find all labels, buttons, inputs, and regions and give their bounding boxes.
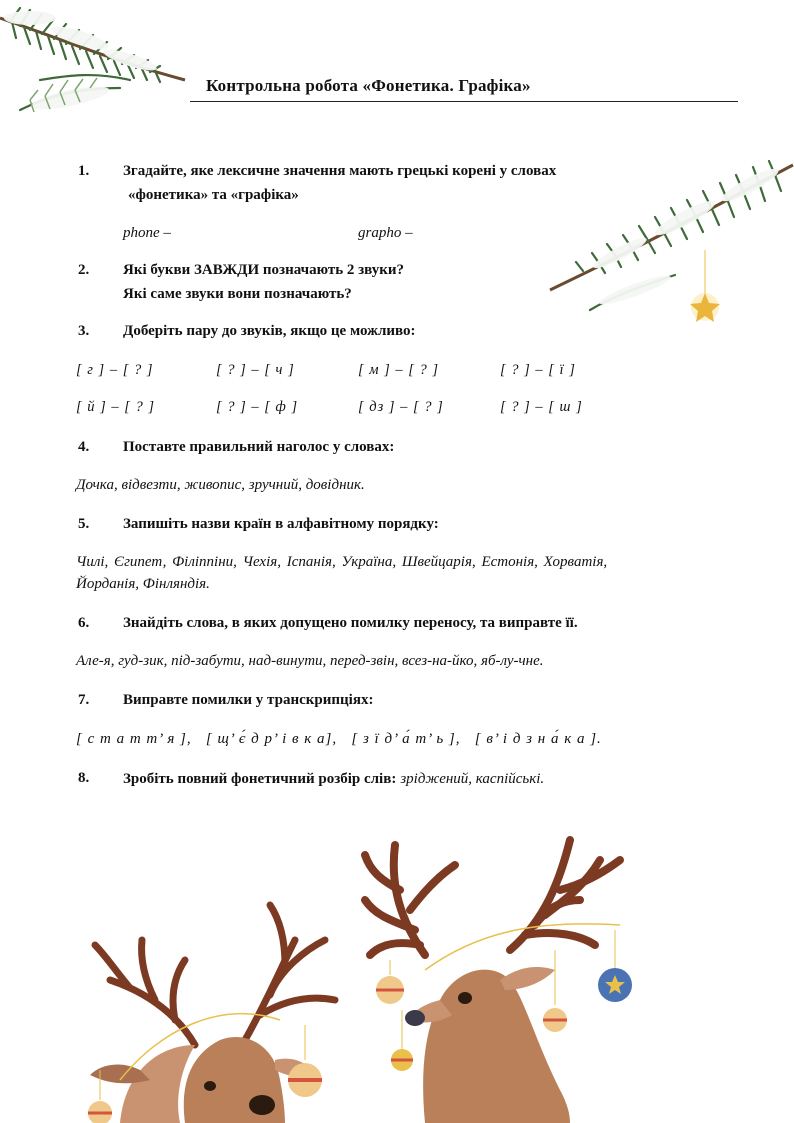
pine-branch-top-left bbox=[0, 0, 190, 135]
q6-number: 6. bbox=[78, 615, 90, 631]
page-title: Контрольна робота «Фонетика. Графіка» bbox=[206, 76, 531, 95]
star-ornament-icon bbox=[690, 293, 720, 322]
right-deer-icon bbox=[365, 840, 620, 1123]
q3-pair: [ й ] – [ ? ] bbox=[76, 399, 156, 415]
q3-pair: [ ? ] – [ ф ] bbox=[216, 399, 299, 415]
q3-pair: [ ? ] – [ ї ] bbox=[500, 362, 576, 378]
q3-pair: [ дз ] – [ ? ] bbox=[358, 399, 444, 415]
q1-text-line2: «фонетика» та «графіка» bbox=[128, 187, 299, 203]
q1-phone: phone – bbox=[123, 225, 171, 241]
q3-pair: [ м ] – [ ? ] bbox=[358, 362, 440, 378]
q2-text-line2: Які саме звуки вони позначають? bbox=[123, 286, 352, 302]
q5-number: 5. bbox=[78, 516, 90, 532]
q2-text-line1: Які букви ЗАВЖДИ позначають 2 звуки? bbox=[123, 262, 405, 278]
q4-words: Дочка, відвезти, живопис, зручний, довідник. bbox=[76, 477, 365, 493]
q5-countries-line1: Чилі, Єгипет, Філіппіни, Чехія, Іспанія, Україна, Швейцарія, Естонія, Хорватія, bbox=[76, 554, 608, 570]
q1-text-line1: Згадайте, яке лексичне значення мають грецькі корені у словах bbox=[123, 163, 557, 179]
q3-pair: [ г ] – [ ? ] bbox=[76, 362, 154, 378]
q3-pair: [ ? ] – [ ч ] bbox=[216, 362, 295, 378]
q5-countries-line2: Йорданія, Фінляндія. bbox=[76, 576, 210, 592]
q5-text: Запишіть назви країн в алфавітному порядку: bbox=[123, 516, 439, 532]
q1-number: 1. bbox=[78, 163, 90, 179]
q8-words: зріджений, каспійські. bbox=[400, 771, 545, 787]
q7-number: 7. bbox=[78, 692, 90, 708]
q7-transcriptions: [ с т а т т’ я ], [ щ’ є́ д р’ і в к а], [ з ї д’ а́ т’ ь ], [ в’ і д з н а́ к а ]. bbox=[76, 731, 602, 747]
title-underline bbox=[190, 101, 738, 102]
q6-text: Знайдіть слова, в яких допущено помилку переносу, та виправте її. bbox=[123, 615, 578, 631]
q6-words: Але-я, гуд-зик, під-забути, над-винути, перед-звін, всез-на-йко, яб-лу-чне. bbox=[76, 653, 544, 669]
q3-pair: [ ? ] – [ ш ] bbox=[500, 399, 583, 415]
q4-number: 4. bbox=[78, 439, 90, 455]
q4-text: Поставте правильний наголос у словах: bbox=[123, 439, 395, 455]
pine-branch-right bbox=[545, 155, 794, 335]
q8-number: 8. bbox=[78, 770, 90, 786]
q2-number: 2. bbox=[78, 262, 90, 278]
q3-number: 3. bbox=[78, 323, 90, 339]
q1-grapho: grapho – bbox=[358, 225, 413, 241]
q7-text: Виправте помилки у транскрипціях: bbox=[123, 692, 374, 708]
reindeer-illustration bbox=[80, 830, 680, 1123]
q3-text: Доберіть пару до звуків, якщо це можливо: bbox=[123, 323, 416, 339]
left-deer-icon bbox=[90, 905, 335, 1123]
q8-text: Зробіть повний фонетичний розбір слів: bbox=[123, 771, 397, 787]
